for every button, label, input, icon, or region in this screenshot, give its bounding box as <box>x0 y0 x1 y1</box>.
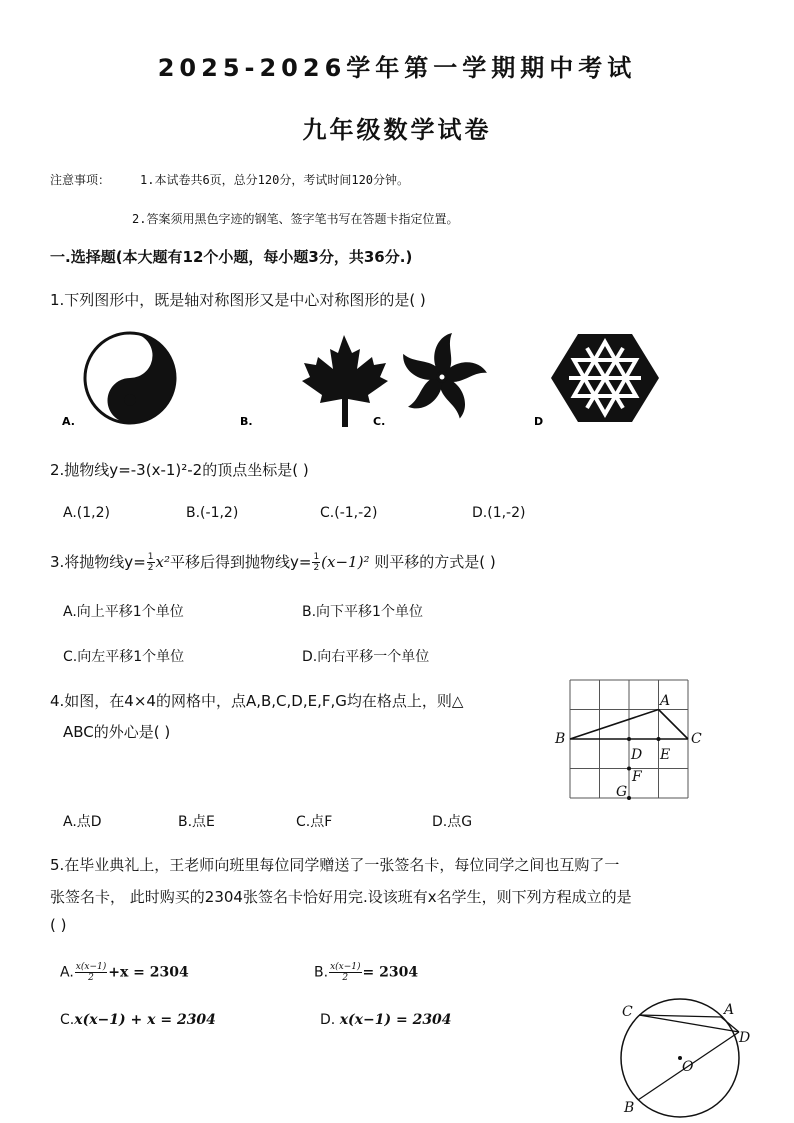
point-g-label: G <box>616 784 628 800</box>
option-c-label: C. <box>373 415 386 428</box>
circle-point-d-label: D <box>739 1030 751 1046</box>
question-1-text: 1.下列图形中，既是轴对称图形又是中心对称图形的是( ) <box>50 291 426 309</box>
q3-fraction-1: $\frac{1}{2}$ <box>147 552 154 573</box>
note-item-1: 1.本试卷共6页，总分120分，考试时间120分钟。 <box>140 173 410 187</box>
point-f-label: F <box>632 769 642 785</box>
q2-option-c[interactable]: C.(-1,-2) <box>320 505 378 521</box>
q4-option-c[interactable]: C.点F <box>296 814 333 830</box>
q3-option-c[interactable]: C.向左平移1个单位 <box>63 649 185 665</box>
q5-option-c[interactable]: C.x(x−1) + x = 2304 <box>60 1012 216 1028</box>
option-b-label: B. <box>240 415 253 428</box>
question-4-line-1: 4.如图，在4×4的网格中，点A,B,C,D,E,F,G均在格点上，则△ <box>50 692 464 710</box>
point-b-label: B <box>555 731 566 747</box>
question-2-text: 2.抛物线y=-3(x-1)²-2的顶点坐标是( ) <box>50 461 309 479</box>
circle-center-o-label: O <box>682 1059 694 1075</box>
q3-middle: 平移后得到抛物线y= <box>169 553 312 571</box>
question-5-line-2: 张签名卡， 此时购买的2304张签名卡恰好用完.设该班有x名学生，则下列方程成立的是 <box>50 888 632 906</box>
q3-option-a[interactable]: A.向上平移1个单位 <box>63 604 184 620</box>
circle-point-a-label: A <box>724 1002 735 1018</box>
q3-option-b[interactable]: B.向下平移1个单位 <box>302 604 423 620</box>
section-heading: 一.选择题(本大题有12个小题，每小题3分，共36分.) <box>50 248 413 266</box>
note-item-2: 2.答案须用黑色字迹的钢笔、签字笔书写在答题卡指定位置。 <box>132 212 459 226</box>
q4-option-d[interactable]: D.点G <box>432 814 473 830</box>
q4-option-a[interactable]: A.点D <box>63 814 102 830</box>
q3-option-d[interactable]: D.向右平移一个单位 <box>302 649 430 665</box>
q2-option-b[interactable]: B.(-1,2) <box>186 505 239 521</box>
option-d-label: D <box>534 415 544 428</box>
question-1-figures <box>60 330 710 430</box>
q2-option-a[interactable]: A.(1,2) <box>63 505 110 521</box>
q3-expr-1: x² <box>155 553 170 571</box>
circle-figure <box>606 992 766 1120</box>
bauhinia-flower-icon <box>398 333 487 418</box>
exam-title: 2025-2026学年第一学期期中考试 <box>157 54 637 82</box>
question-5-line-1: 5.在毕业典礼上，王老师向班里每位同学赠送了一张签名卡，每位同学之间也互购了一 <box>50 856 620 874</box>
q4-option-b[interactable]: B.点E <box>178 814 215 830</box>
maple-leaf-icon <box>302 335 388 427</box>
point-e-label: E <box>660 747 671 763</box>
q5-option-d[interactable]: D. x(x−1) = 2304 <box>320 1012 452 1028</box>
yin-yang-icon <box>85 333 175 423</box>
circle-point-b-label: B <box>624 1100 635 1116</box>
q2-option-d[interactable]: D.(1,-2) <box>472 505 526 521</box>
point-a-label: A <box>660 693 671 709</box>
exam-subtitle: 九年级数学试卷 <box>302 116 492 144</box>
q5-option-b[interactable]: B. $\frac{x(x-1)}{2}$ = 2304 <box>314 962 419 983</box>
point-d-label: D <box>631 747 643 763</box>
q3-fraction-2: $\frac{1}{2}$ <box>313 552 320 573</box>
point-c-label: C <box>691 731 702 747</box>
question-3-text <box>50 551 496 573</box>
q3-expr-2: (x−1)² <box>321 553 370 571</box>
q5-option-a[interactable]: A. $\frac{x(x-1)}{2}$ +x = 2304 <box>60 962 189 983</box>
grid-figure <box>552 675 712 805</box>
option-a-label: A. <box>62 415 75 428</box>
q3-suffix: 则平移的方式是( ) <box>369 553 496 571</box>
question-4-line-2: ABC的外心是( ) <box>63 723 171 741</box>
question-5-line-3: ( ) <box>50 916 67 934</box>
notes-label: 注意事项： <box>50 173 111 187</box>
star-hexagon-icon <box>551 334 659 422</box>
q3-prefix: 3.将抛物线y= <box>50 553 146 571</box>
circle-point-c-label: C <box>622 1004 633 1020</box>
